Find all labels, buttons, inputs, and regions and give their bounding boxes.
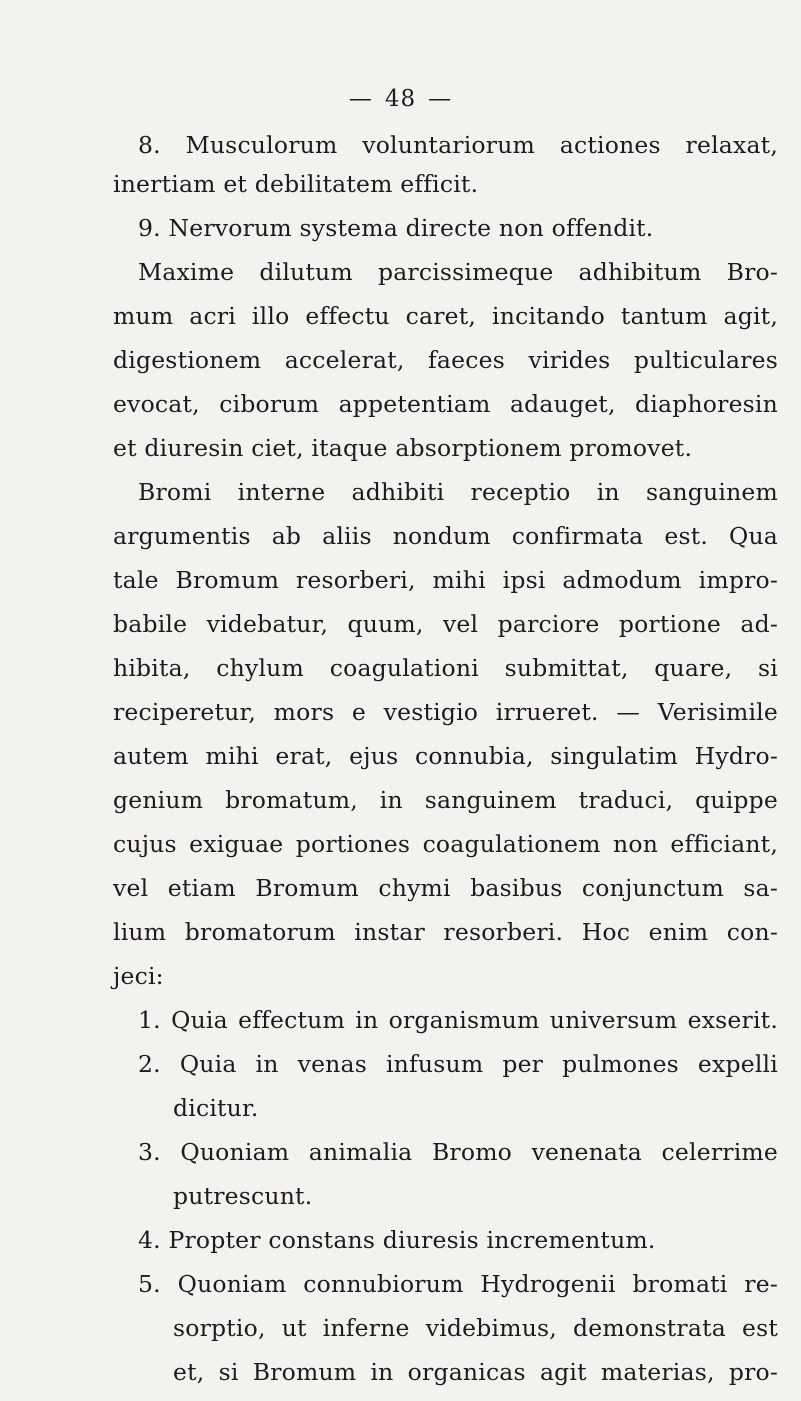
- text-line: sorptio, ut inferne videbimus, demonstrata est: [173, 1314, 778, 1342]
- text-line: lium bromatorum instar resorberi. Hoc enim con-: [113, 918, 778, 946]
- list-item: 1. Quia effectum in organismum universum exserit.: [138, 1006, 778, 1034]
- text-line: reciperetur, mors e vestigio irrueret. — Verisimile: [113, 698, 778, 726]
- list-item: 5. Quoniam connubiorum Hydrogenii bromati re-: [138, 1270, 778, 1298]
- text-line: vel etiam Bromum chymi basibus conjunctum sa-: [113, 874, 778, 902]
- list-item: 2. Quia in venas infusum per pulmones expelli: [138, 1050, 778, 1078]
- text-line: inertiam et debilitatem efficit.: [113, 170, 479, 198]
- text-line: putrescunt.: [173, 1182, 313, 1210]
- text-line: genium bromatum, in sanguinem traduci, quippe: [113, 786, 778, 814]
- text-line: jeci:: [113, 962, 164, 990]
- text-line: digestionem accelerat, faeces virides pulticulares: [113, 346, 778, 374]
- text-line: et diuresin ciet, itaque absorptionem promovet.: [113, 434, 693, 462]
- text-line: Bromi interne adhibiti receptio in sanguinem: [138, 478, 778, 506]
- text-line: tale Bromum resorberi, mihi ipsi admodum impro-: [113, 566, 778, 594]
- text-line: cujus exiguae portiones coagulationem non efficiant,: [113, 830, 778, 858]
- text-line: argumentis ab aliis nondum confirmata est. Qua: [113, 522, 778, 550]
- text-line: Maxime dilutum parcissimeque adhibitum Bro-: [138, 258, 778, 286]
- text-line: 9. Nervorum systema directe non offendit.: [138, 214, 654, 242]
- text-line: babile videbatur, quum, vel parciore portione ad-: [113, 610, 778, 638]
- text-line: et, si Bromum in organicas agit materias, pro-: [173, 1358, 778, 1386]
- text-line: 8. Musculorum voluntariorum actiones relaxat,: [138, 131, 778, 159]
- list-item: 3. Quoniam animalia Bromo venenata celerrime: [138, 1138, 778, 1166]
- text-line: mum acri illo effectu caret, incitando tantum agit,: [113, 302, 778, 330]
- list-item: 4. Propter constans diuresis incrementum.: [138, 1226, 656, 1254]
- text-line: autem mihi erat, ejus connubia, singulatim Hydro-: [113, 742, 778, 770]
- text-line: hibita, chylum coagulationi submittat, quare, si: [113, 654, 778, 682]
- page-number: — 48 —: [348, 86, 453, 112]
- text-line: dicitur.: [173, 1094, 259, 1122]
- text-line: evocat, ciborum appetentiam adauget, diaphoresin: [113, 390, 778, 418]
